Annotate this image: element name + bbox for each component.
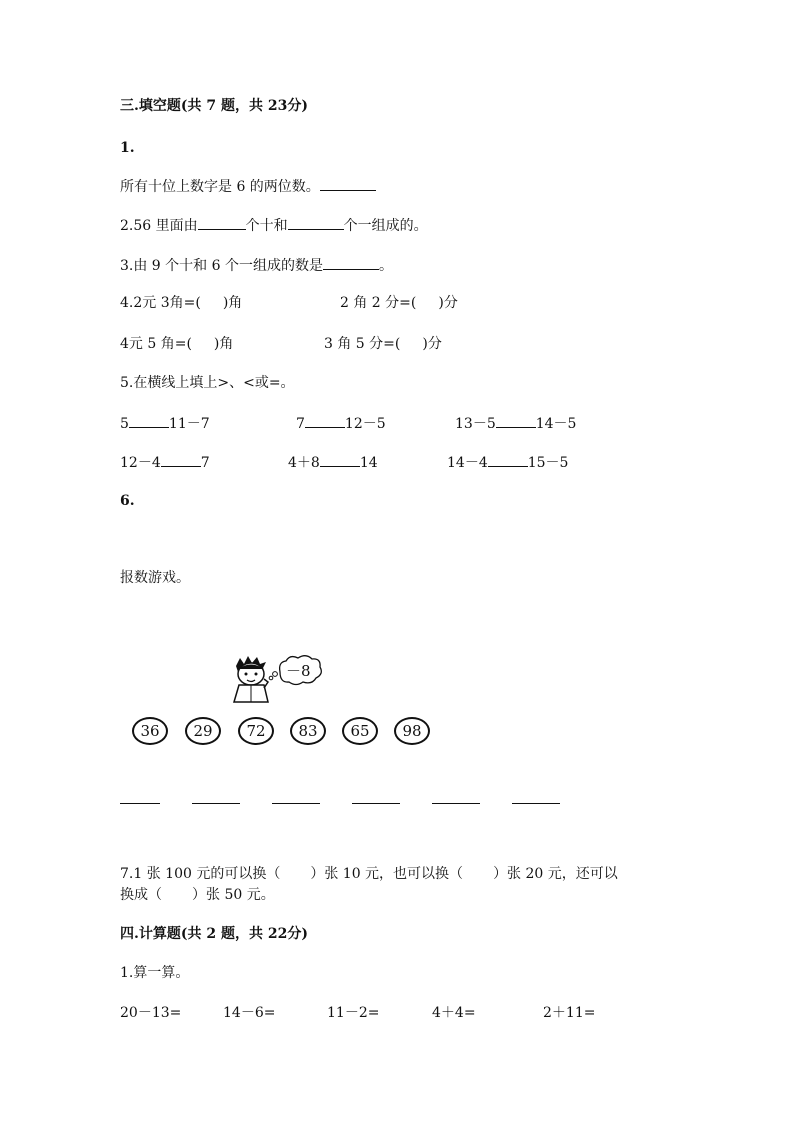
question-7-text: 换成（ [120, 887, 162, 903]
answer-blank[interactable] [320, 176, 376, 191]
question-7-line2 [120, 885, 275, 905]
number-circle: 65 [342, 717, 378, 745]
answer-line[interactable] [432, 803, 480, 804]
question-4-text: )角 [213, 336, 234, 352]
compare-left: 5 [120, 416, 129, 432]
compare-right: 14 [359, 455, 378, 471]
compare-item [455, 413, 576, 434]
question-4-text: 4元 5 角=( [120, 336, 192, 352]
question-4-text: 4.2元 3角=( [120, 295, 201, 311]
question-4-row2-left [120, 334, 233, 354]
calc-item: 14－6= [223, 1005, 276, 1021]
boy-illustration [224, 652, 334, 710]
question-4-text: 2 角 2 分=( [340, 295, 417, 311]
section-title-fill-in: 三.填空题(共 7 题，共 23分) [120, 98, 308, 114]
question-1 [120, 176, 376, 197]
question-2 [120, 215, 428, 236]
number-circle: 29 [185, 717, 221, 745]
question-6-number: 6. [120, 493, 135, 509]
question-4-row1-left [120, 293, 242, 313]
speech-bubble-text: －8 [286, 662, 311, 680]
question-7-text: ）张 10 元，也可以换（ [310, 866, 464, 882]
compare-right: 12－5 [344, 416, 386, 432]
calc-item: 20－13= [120, 1005, 182, 1021]
number-circle: 36 [132, 717, 168, 745]
question-7-text: ）张 50 元。 [192, 887, 275, 903]
question-2-part2: 个十和 [245, 218, 288, 234]
section-title-calculation: 四.计算题(共 2 题，共 22分) [120, 926, 308, 942]
question-3-part1: 3.由 9 个十和 6 个一组成的数是 [120, 258, 323, 274]
compare-right: 7 [200, 455, 210, 471]
question-2-part3: 个一组成的。 [343, 218, 428, 234]
answer-blank[interactable] [198, 215, 246, 230]
compare-blank[interactable] [129, 413, 169, 428]
question-1-number: 1. [120, 140, 135, 156]
calc-item: 4＋4= [432, 1005, 476, 1021]
number-circle: 72 [238, 717, 274, 745]
compare-item [447, 452, 568, 473]
question-3-part2: 。 [378, 258, 393, 274]
answer-blank[interactable] [288, 215, 344, 230]
question-2-part1: 2.56 里面由 [120, 218, 198, 234]
compare-item [120, 452, 210, 473]
compare-item [296, 413, 386, 434]
question-4-text: )分 [438, 295, 458, 311]
compare-item [288, 452, 378, 473]
question-7-line1 [120, 864, 618, 884]
question-4-row2-right [324, 334, 442, 354]
question-3 [120, 255, 393, 276]
compare-blank[interactable] [496, 413, 536, 428]
compare-blank[interactable] [161, 452, 201, 467]
number-circle: 83 [290, 717, 326, 745]
answer-line[interactable] [192, 803, 240, 804]
calc-item: 2＋11= [543, 1005, 596, 1021]
compare-left: 12－4 [120, 455, 161, 471]
question-4-text: )分 [422, 336, 442, 352]
answer-line[interactable] [120, 803, 160, 804]
compare-blank[interactable] [320, 452, 360, 467]
question-4-row1-right [340, 293, 458, 313]
question-4-text: 3 角 5 分=( [324, 336, 401, 352]
compare-blank[interactable] [488, 452, 528, 467]
question-7-text: 7.1 张 100 元的可以换（ [120, 866, 281, 882]
answer-line[interactable] [352, 803, 400, 804]
answer-line[interactable] [272, 803, 320, 804]
compare-right: 15－5 [527, 455, 569, 471]
number-circle: 98 [394, 717, 430, 745]
question-5-title: 5.在横线上填上>、<或=。 [120, 375, 295, 391]
compare-left: 4＋8 [288, 455, 320, 471]
compare-left: 13－5 [455, 416, 496, 432]
calc-title: 1.算一算。 [120, 965, 190, 981]
question-4-text: )角 [222, 295, 243, 311]
question-6-text: 报数游戏。 [120, 570, 190, 586]
compare-right: 14－5 [535, 416, 577, 432]
compare-item [120, 413, 210, 434]
compare-left: 7 [296, 416, 305, 432]
compare-right: 11－7 [168, 416, 210, 432]
answer-blank[interactable] [323, 255, 379, 270]
question-7-text: ）张 20 元，还可以 [493, 866, 618, 882]
calc-item: 11－2= [327, 1005, 380, 1021]
answer-line[interactable] [512, 803, 560, 804]
question-1-text: 所有十位上数字是 6 的两位数。 [120, 179, 320, 195]
compare-left: 14－4 [447, 455, 488, 471]
compare-blank[interactable] [305, 413, 345, 428]
